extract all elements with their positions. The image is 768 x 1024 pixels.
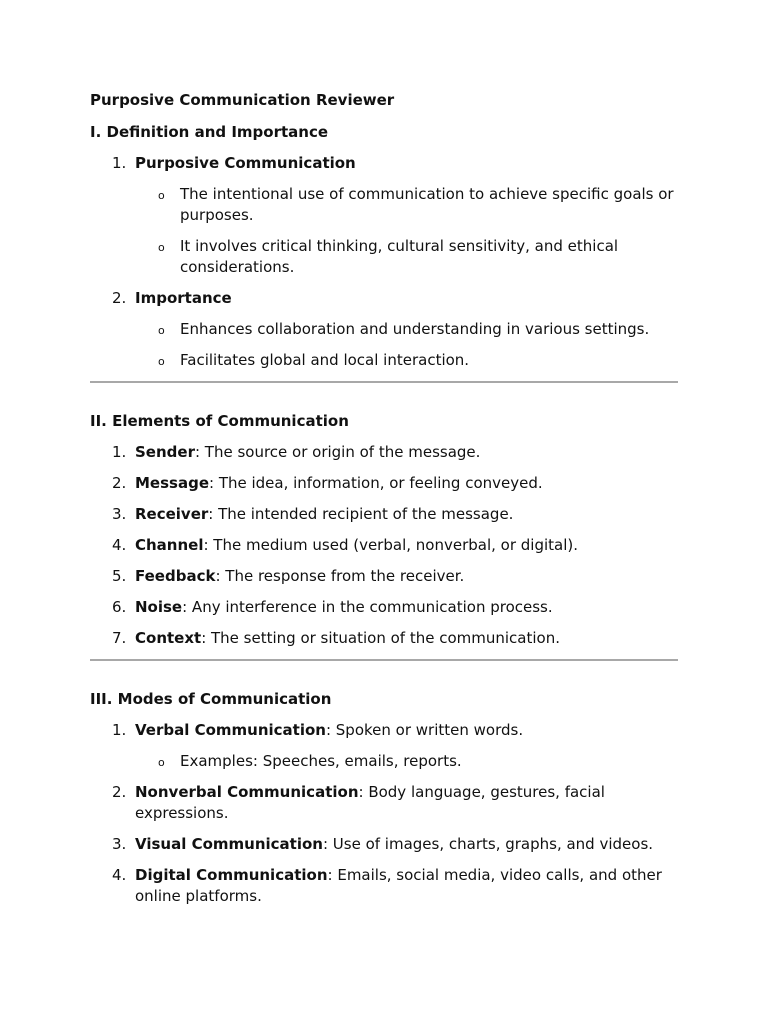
item-number: 5.	[112, 567, 127, 585]
item-label: Purposive Communication	[135, 154, 356, 172]
item-description: : The response from the receiver.	[215, 567, 465, 585]
list-item	[90, 566, 678, 587]
sub-bullet-item	[135, 319, 678, 340]
sub-bullet-list	[135, 751, 678, 772]
item-number: 1.	[112, 443, 127, 461]
sub-bullet-item	[135, 751, 678, 772]
list-item	[90, 535, 678, 556]
bullet-text: Examples: Speeches, emails, reports.	[180, 752, 462, 770]
section-heading-modes: III. Modes of Communication	[90, 690, 332, 708]
item-number: 3.	[112, 505, 127, 523]
document-title: Purposive Communication Reviewer	[90, 91, 395, 109]
item-description: : The setting or situation of the communication.	[201, 629, 561, 647]
bullet-icon: o	[158, 355, 165, 368]
item-term: Context	[135, 629, 202, 647]
item-number: 4.	[112, 866, 127, 884]
modes-list	[90, 720, 678, 907]
section-divider	[90, 659, 678, 661]
item-description: : The source or origin of the message.	[194, 443, 481, 461]
item-term: Message	[135, 474, 209, 492]
section-divider	[90, 381, 678, 383]
item-label: Importance	[135, 289, 232, 307]
item-number: 2.	[112, 783, 127, 801]
bullet-text: Facilitates global and local interaction.	[180, 351, 470, 369]
sub-bullet-item	[135, 236, 678, 278]
document-body	[90, 90, 678, 917]
item-term: Visual Communication	[135, 835, 323, 853]
item-description: : Spoken or written words.	[325, 721, 524, 739]
definition-list	[90, 153, 678, 371]
bullet-icon: o	[158, 756, 165, 769]
list-item	[90, 720, 678, 772]
bullet-icon: o	[158, 241, 165, 254]
item-description: : Emails, social media, video calls, and other online platforms.	[135, 866, 662, 905]
section-heading-definition: I. Definition and Importance	[90, 123, 329, 141]
item-term: Nonverbal Communication	[135, 783, 359, 801]
list-item	[90, 834, 678, 855]
item-number: 2.	[112, 474, 127, 492]
item-term: Feedback	[135, 567, 216, 585]
item-description: : The medium used (verbal, nonverbal, or digital).	[203, 536, 579, 554]
list-item	[90, 473, 678, 494]
item-term: Sender	[135, 443, 195, 461]
item-number: 1.	[112, 154, 127, 172]
item-term: Channel	[135, 536, 204, 554]
list-item	[90, 442, 678, 463]
item-term: Verbal Communication	[135, 721, 326, 739]
sub-bullet-item	[135, 350, 678, 371]
item-description: : The intended recipient of the message.	[208, 505, 514, 523]
item-number: 7.	[112, 629, 127, 647]
bullet-text: Enhances collaboration and understanding in various settings.	[180, 320, 650, 338]
section-heading-elements: II. Elements of Communication	[90, 412, 349, 430]
list-item	[90, 288, 678, 371]
list-item	[90, 597, 678, 618]
elements-list	[90, 442, 678, 649]
item-number: 3.	[112, 835, 127, 853]
item-term: Receiver	[135, 505, 209, 523]
list-item	[90, 782, 678, 824]
bullet-text: The intentional use of communication to achieve specific goals or purposes.	[180, 185, 674, 224]
item-description: : Use of images, charts, graphs, and videos.	[322, 835, 654, 853]
sub-bullet-list	[135, 319, 678, 371]
bullet-icon: o	[158, 189, 165, 202]
item-number: 6.	[112, 598, 127, 616]
bullet-icon: o	[158, 324, 165, 337]
item-number: 4.	[112, 536, 127, 554]
item-description: : Body language, gestures, facial expressions.	[135, 783, 605, 822]
item-term: Digital Communication	[135, 866, 328, 884]
list-item	[90, 504, 678, 525]
item-number: 2.	[112, 289, 127, 307]
sub-bullet-list	[135, 184, 678, 278]
list-item	[90, 628, 678, 649]
item-description: : Any interference in the communication process.	[182, 598, 553, 616]
bullet-text: It involves critical thinking, cultural sensitivity, and ethical considerations.	[180, 237, 619, 276]
item-description: : The idea, information, or feeling conveyed.	[209, 474, 543, 492]
item-number: 1.	[112, 721, 127, 739]
list-item	[90, 865, 678, 907]
list-item	[90, 153, 678, 278]
item-term: Noise	[135, 598, 183, 616]
sub-bullet-item	[135, 184, 678, 226]
